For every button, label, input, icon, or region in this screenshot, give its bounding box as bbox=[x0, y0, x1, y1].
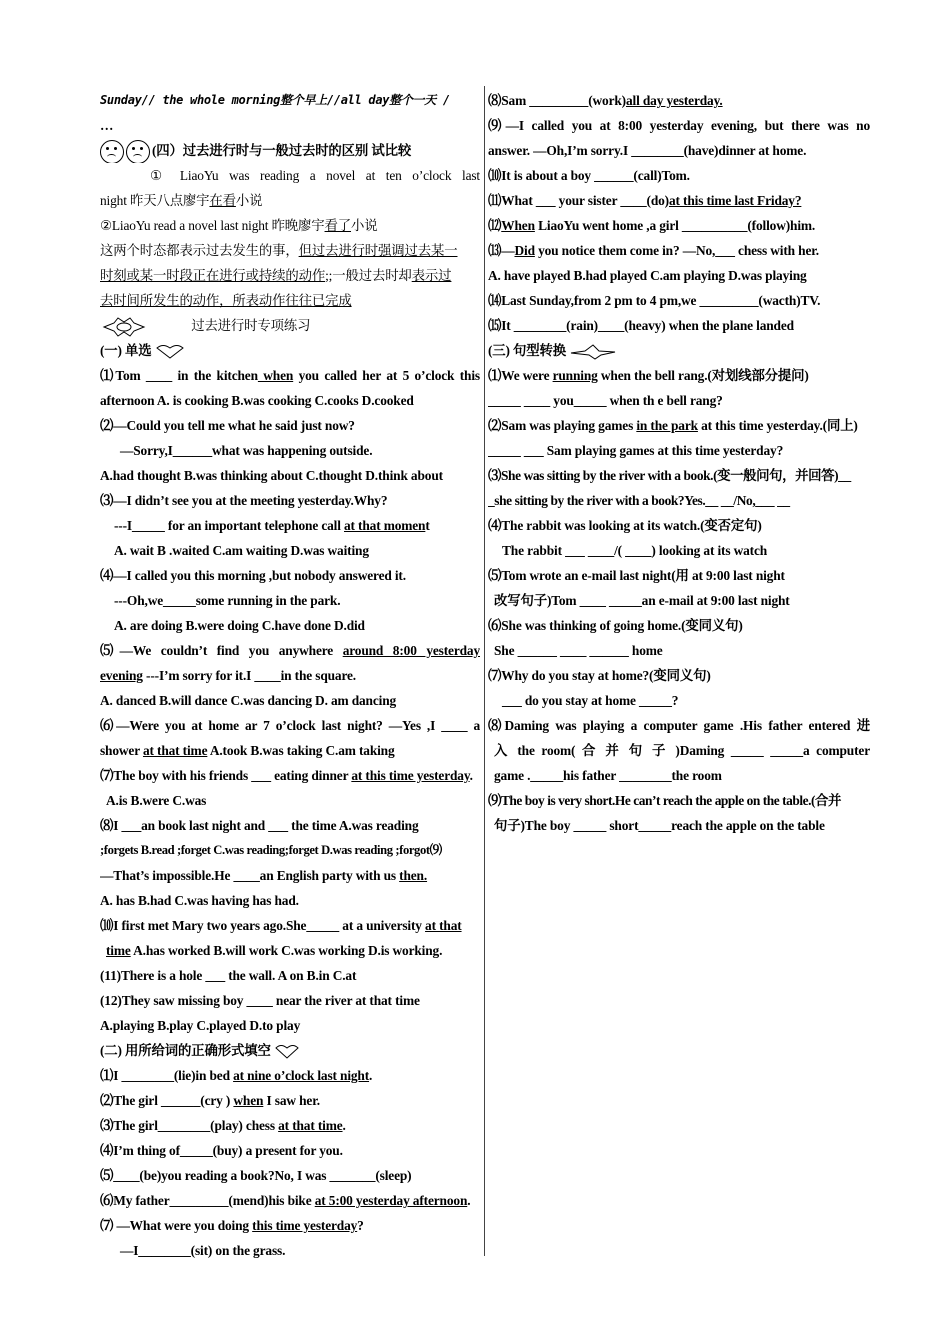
star-icon bbox=[569, 344, 617, 360]
fill-10: ⑽It is about a boy ______(call)Tom. bbox=[488, 168, 690, 183]
q4-options: A. are doing B.were doing C.have done D.did bbox=[114, 618, 365, 633]
transform-4: ⑷The rabbit was looking at its watch.(变否定句) bbox=[488, 518, 762, 533]
example-two: ②LiaoYu read a novel last night 昨晚廖宇看了小说 bbox=[100, 218, 378, 233]
section-three-heading: (三) 句型转换 bbox=[488, 338, 870, 363]
fill-12: ⑿When LiaoYu went home ,a girl __________(follow)him. bbox=[488, 218, 816, 233]
fill-2: ⑵The girl ______(cry ) when I saw her. bbox=[100, 1093, 320, 1108]
fill-4: ⑷I’m thing of_____(buy) a present for you. bbox=[100, 1143, 343, 1158]
q6-line: ⑹—Were you at home ar 7 o’clock last night? —Yes ,I ____ a bbox=[100, 718, 480, 733]
column-divider bbox=[484, 86, 485, 1256]
transform-8-cont: 入 the room( 合 并 句 子 )Daming _____ _____a computer bbox=[494, 743, 870, 758]
fill-11: ⑾What ___ your sister ____(do)at this time last Friday? bbox=[488, 193, 802, 208]
transform-9: ⑼The boy is very short.He can’t reach the apple on the table.(合并 bbox=[488, 793, 841, 808]
transform-5-answer: 改写句子)Tom ____ _____an e-mail at 9:00 last night bbox=[494, 593, 790, 608]
transform-1: ⑴We were running when the bell rang.(对划线部分提问) bbox=[488, 368, 809, 383]
fill-5: ⑸____(be)you reading a book?No, I was _______(sleep) bbox=[100, 1168, 412, 1183]
fill-9: ⑼—I called you at 8:00 yesterday evening, but there was no bbox=[488, 118, 870, 133]
q5-line: ⑸—We couldn’t find you anywhere around 8:00 yesterday bbox=[100, 643, 480, 658]
q9-options: A. has B.had C.was having has had. bbox=[100, 893, 299, 908]
sad-face-icon bbox=[100, 140, 124, 163]
q2-line: ⑵—Could you tell me what he said just now? bbox=[100, 418, 355, 433]
q12-options: A.playing B.play C.played D.to play bbox=[100, 1018, 301, 1033]
transform-6-answer: She ______ ____ ______ home bbox=[494, 643, 663, 658]
q9-line: —That’s impossible.He ____an English party with us then. bbox=[100, 868, 428, 883]
transform-1-answer: _____ ____ you_____ when th e bell rang? bbox=[488, 393, 723, 408]
fill-14: ⒁Last Sunday,from 2 pm to 4 pm,we _________(wacth)TV. bbox=[488, 293, 821, 308]
example-one-cont: night 昨天八点廖宇在看小说 bbox=[100, 193, 263, 208]
explanation-line-2: 时刻或某一时段正在进行或持续的动作;;一般过去时却表示过 bbox=[100, 268, 452, 283]
fill-13: ⒀—Did you notice them come in? —No,___ chess with her. bbox=[488, 243, 819, 258]
fill-15: ⒂It ________(rain)____(heavy) when the plane landed bbox=[488, 318, 794, 333]
transform-5: ⑸Tom wrote an e-mail last night(用 at 9:00 last night bbox=[488, 568, 785, 583]
q2-line-2: —Sorry,I______what was happening outside. bbox=[120, 443, 373, 458]
transform-6: ⑹She was thinking of going home.(变同义句) bbox=[488, 618, 743, 633]
transform-2-answer: _____ ___ Sam playing games at this time yesterday? bbox=[488, 443, 784, 458]
q4-line: ⑷—I called you this morning ,but nobody answered it. bbox=[100, 568, 406, 583]
practice-title: 过去进行时专项练习 bbox=[100, 313, 480, 338]
q1-options: afternoon A. is cooking B.was cooking C.cooks D.cooked bbox=[100, 393, 414, 408]
q12-line: (12)They saw missing boy ____ near the river at that time bbox=[100, 993, 420, 1008]
section-four-heading: (四）过去进行时与一般过去时的区别 试比较 bbox=[100, 138, 480, 163]
transform-4-answer: The rabbit ___ ____/( ____) looking at its watch bbox=[502, 543, 768, 558]
fill-7: ⑺ —What were you doing this time yesterday? bbox=[100, 1218, 364, 1233]
section-one-heading: (一) 单选 bbox=[100, 338, 480, 363]
transform-8: ⑻Daming was playing a computer game .His father entered 进 bbox=[488, 718, 870, 733]
q7-options: A.is B.were C.was bbox=[106, 793, 207, 808]
q8-options: ;forgets B.read ;forget C.was reading;forget D.was reading ;forgot⑼ bbox=[100, 843, 442, 857]
explanation-line-1: 这两个时态都表示过去发生的事，但过去进行时强调过去某一 bbox=[100, 243, 458, 258]
transform-2: ⑵Sam was playing games in the park at this time yesterday.(同上) bbox=[488, 418, 858, 433]
q3-line-2: ---I_____ for an important telephone call at that moment bbox=[114, 518, 430, 533]
sun-icon bbox=[100, 317, 148, 337]
q10-line: ⑽I first met Mary two years ago.She_____ at a university at that bbox=[100, 918, 462, 933]
transform-7: ⑺Why do you stay at home?(变同义句) bbox=[488, 668, 711, 683]
transform-3-answer: _she sitting by the river with a book?Yes.__ __/No,___ __ bbox=[488, 493, 790, 508]
q2-options: A.had thought B.was thinking about C.thought D.think about bbox=[100, 468, 443, 483]
fill-8: ⑻Sam _________(work)all day yesterday. bbox=[488, 93, 723, 108]
example-one: ① LiaoYu was reading a novel at ten o’clock last bbox=[150, 168, 480, 183]
time-phrases-line: Sunday// the whole morning整个早上//all day整个一天 / bbox=[100, 93, 450, 107]
q10-options: time A.has worked B.will work C.was working D.is working. bbox=[106, 943, 443, 958]
q5-options: A. danced B.will dance C.was dancing D. am dancing bbox=[100, 693, 397, 708]
transform-9-answer: 句子)The boy _____ short_____reach the apple on the table bbox=[494, 818, 825, 833]
transform-8-answer: game ._____his father ________the room bbox=[494, 768, 722, 783]
transform-3: ⑶She was sitting by the river with a book.(变一般问句，并回答)__ bbox=[488, 468, 851, 483]
left-column bbox=[100, 88, 480, 1263]
q3-options: A. wait B .waited C.am waiting D.was waiting bbox=[114, 543, 369, 558]
section-two-heading: (二) 用所给词的正确形式填空 bbox=[100, 1038, 480, 1063]
q11-line: (11)There is a hole ___ the wall. A on B.in C.at bbox=[100, 968, 357, 983]
q5-line-2: evening ---I’m sorry for it.I ____in the square. bbox=[100, 668, 357, 683]
fill-1: ⑴I ________(lie)in bed at nine o’clock last night. bbox=[100, 1068, 373, 1083]
fill-3: ⑶The girl________(play) chess at that time. bbox=[100, 1118, 346, 1133]
q4-line-2: ---Oh,we_____some running in the park. bbox=[114, 593, 341, 608]
q6-line-2: shower at that time A.took B.was taking C.am taking bbox=[100, 743, 395, 758]
transform-7-answer: ___ do you stay at home _____? bbox=[502, 693, 679, 708]
heart-icon bbox=[274, 1044, 300, 1060]
ellipsis-line: … bbox=[100, 118, 114, 133]
fill-6: ⑹My father_________(mend)his bike at 5:00 yesterday afternoon. bbox=[100, 1193, 471, 1208]
sad-face-icon bbox=[126, 140, 150, 163]
q7-line: ⑺The boy with his friends ___ eating dinner at this time yesterday. bbox=[100, 768, 473, 783]
heart-icon bbox=[155, 344, 185, 360]
right-column bbox=[488, 88, 870, 838]
q3-line: ⑶—I didn’t see you at the meeting yesterday.Why? bbox=[100, 493, 388, 508]
fill-13-options: A. have played B.had played C.am playing D.was playing bbox=[488, 268, 807, 283]
fill-9-cont: answer. —Oh,I’m sorry.I ________(have)dinner at home. bbox=[488, 143, 807, 158]
q8-line: ⑻I ___an book last night and ___ the time A.was reading bbox=[100, 818, 419, 833]
explanation-line-3: 去时间所发生的动作，所表动作往往已完成 bbox=[100, 293, 352, 308]
q1-line: ⑴Tom ____ in the kitchen when you called her at 5 o’clock this bbox=[100, 368, 480, 383]
fill-7-answer: —I________(sit) on the grass. bbox=[120, 1243, 286, 1258]
